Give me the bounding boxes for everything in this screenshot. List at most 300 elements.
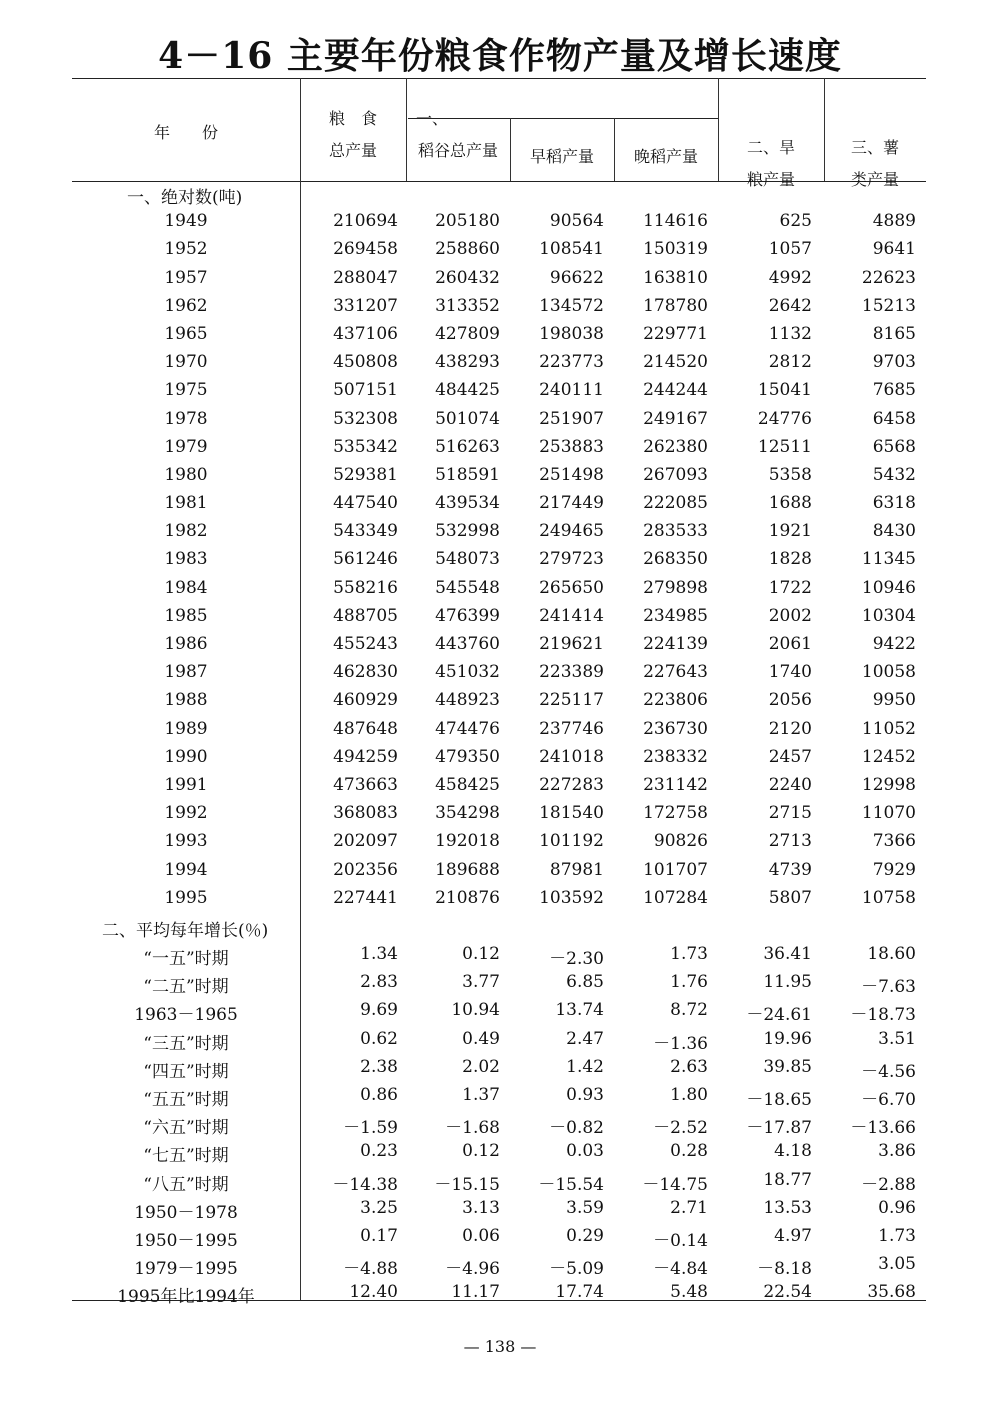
table-cell: 227283: [539, 774, 604, 795]
row-label: 1983: [164, 549, 208, 570]
table-cell: 7366: [872, 831, 916, 852]
table-cell: 237746: [539, 718, 604, 739]
table-cell: 251907: [539, 408, 604, 429]
table-cell: 90826: [653, 831, 708, 852]
table-cell: 2812: [768, 352, 812, 373]
table-cell: 3.25: [360, 1197, 398, 1218]
table-cell: 181540: [539, 803, 604, 824]
table-cell: 19.96: [763, 1028, 812, 1049]
table-cell: 0.17: [360, 1225, 398, 1246]
absolute-row: [72, 631, 926, 659]
table-cell: 1722: [768, 577, 812, 598]
table-cell: 4889: [872, 211, 916, 232]
row-label: 1989: [164, 718, 208, 739]
table-cell: 39.85: [763, 1056, 812, 1077]
table-cell: 1.42: [566, 1056, 604, 1077]
table-cell: 6458: [872, 408, 916, 429]
rice-group-rule: [408, 118, 718, 119]
growth-row: [72, 997, 926, 1025]
row-label: “六五”时期: [143, 1118, 229, 1139]
table-cell: 1828: [768, 549, 812, 570]
table-cell: 9703: [872, 352, 916, 373]
table-cell: 2715: [768, 803, 812, 824]
table-cell: 222085: [643, 493, 708, 514]
table-cell: 458425: [435, 774, 500, 795]
table-cell: 36.41: [763, 944, 812, 965]
absolute-row: [72, 828, 926, 856]
growth-row: [72, 941, 926, 969]
table-cell: 236730: [643, 718, 708, 739]
row-label: 1995年比1994年: [117, 1287, 255, 1308]
header-late-rice: 晚稻产量: [633, 147, 698, 166]
table-cell: 545548: [435, 577, 500, 598]
table-cell: －24.61: [746, 1005, 812, 1026]
table-cell: 2.47: [566, 1028, 604, 1049]
table-cell: 13.53: [763, 1197, 812, 1218]
table-cell: 10946: [861, 577, 916, 598]
row-label: 1993: [164, 831, 208, 852]
table-cell: 0.49: [462, 1028, 500, 1049]
table-cell: 15213: [861, 295, 916, 316]
table-cell: 0.12: [462, 1141, 500, 1162]
table-cell: 313352: [435, 295, 500, 316]
absolute-row: [72, 490, 926, 518]
absolute-row: [72, 265, 926, 293]
table-cell: 87981: [549, 859, 604, 880]
table-cell: 238332: [643, 746, 708, 767]
table-cell: 114616: [643, 211, 708, 232]
table-cell: 241018: [539, 746, 604, 767]
absolute-row: [72, 546, 926, 574]
table-cell: 0.29: [566, 1225, 604, 1246]
row-label: 1994: [164, 859, 208, 880]
table-cell: 2.71: [670, 1197, 708, 1218]
table-cell: 217449: [539, 493, 604, 514]
row-label: 1988: [164, 690, 208, 711]
table-cell: 0.62: [360, 1028, 398, 1049]
table-cell: 1.73: [670, 944, 708, 965]
table-cell: 10758: [861, 887, 916, 908]
table-cell: 535342: [333, 436, 398, 457]
table-cell: 543349: [333, 521, 398, 542]
growth-row: [72, 1054, 926, 1082]
table-cell: 223389: [539, 662, 604, 683]
table-cell: 108541: [539, 239, 604, 260]
table-cell: 227643: [643, 662, 708, 683]
table-cell: 448923: [435, 690, 500, 711]
table-cell: 260432: [435, 267, 500, 288]
table-cell: 501074: [435, 408, 500, 429]
table-cell: －2.30: [549, 949, 604, 970]
absolute-row: [72, 349, 926, 377]
table-cell: 8165: [872, 323, 916, 344]
table-cell: 265650: [539, 577, 604, 598]
table-cell: 443760: [435, 634, 500, 654]
row-label: 1995: [164, 887, 208, 908]
growth-row: [72, 1251, 926, 1279]
absolute-row: [72, 716, 926, 744]
header-dry-grain: 二、旱粮产量: [746, 138, 795, 189]
table-cell: 5807: [768, 887, 812, 908]
table-cell: 516263: [435, 436, 500, 457]
row-label: 1991: [164, 774, 208, 795]
table-cell: －13.66: [850, 1118, 916, 1139]
table-cell: 17.74: [555, 1282, 604, 1303]
table-cell: 8430: [872, 521, 916, 542]
table-cell: 2713: [768, 831, 812, 852]
table-cell: 251498: [539, 464, 604, 485]
table-cell: 368083: [333, 803, 398, 824]
table-cell: 484425: [435, 380, 500, 401]
table-cell: 462830: [333, 662, 398, 683]
table-cell: －1.36: [653, 1033, 708, 1054]
absolute-values-group: [72, 208, 926, 913]
table-cell: 22.54: [763, 1282, 812, 1303]
header-grain-line1: 粮 食: [328, 109, 377, 128]
table-cell: 18.77: [763, 1169, 812, 1190]
row-label: 1982: [164, 521, 208, 542]
table-cell: －15.15: [434, 1174, 500, 1195]
table-cell: 210876: [435, 887, 500, 908]
table-cell: 90564: [549, 211, 604, 232]
table-cell: 447540: [333, 493, 398, 514]
table-cell: 0.93: [566, 1085, 604, 1105]
table-cell: 2.02: [462, 1056, 500, 1077]
table-cell: 107284: [643, 887, 708, 908]
table-cell: 225117: [539, 690, 604, 711]
table-cell: －2.88: [861, 1174, 916, 1195]
table-cell: －4.96: [445, 1259, 500, 1280]
absolute-row: [72, 321, 926, 349]
section-heading-row: [72, 913, 926, 941]
absolute-row: [72, 575, 926, 603]
table-cell: －14.38: [332, 1174, 398, 1195]
table-cell: 15041: [757, 380, 812, 401]
row-label: 1978: [164, 408, 208, 429]
table-body: [72, 180, 926, 1308]
growth-rates-group: [72, 941, 926, 1307]
column-divider: [406, 78, 407, 181]
table-cell: 12998: [861, 774, 916, 795]
table-cell: 249167: [643, 408, 708, 429]
table-cell: 219621: [539, 634, 604, 654]
row-label: 1986: [164, 634, 208, 654]
table-cell: 22623: [861, 267, 916, 288]
table-cell: 3.05: [878, 1254, 916, 1275]
table-cell: －6.70: [861, 1090, 916, 1110]
header-rice-total: 稻谷总产量: [417, 141, 498, 160]
row-label: 1979－1995: [134, 1259, 238, 1280]
table-cell: 268350: [643, 549, 708, 570]
table-cell: 0.12: [462, 944, 500, 965]
data-table: [72, 78, 926, 1308]
table-cell: 3.51: [878, 1028, 916, 1049]
table-cell: 6568: [872, 436, 916, 457]
table-cell: －14.75: [642, 1174, 708, 1195]
table-cell: 2.63: [670, 1056, 708, 1077]
table-cell: 532308: [333, 408, 398, 429]
table-cell: 474476: [435, 718, 500, 739]
row-label: “五五”时期: [143, 1090, 229, 1110]
table-cell: －7.63: [861, 977, 916, 998]
table-cell: －8.18: [757, 1259, 812, 1280]
table-cell: 10.94: [451, 1000, 500, 1021]
section-heading-absolute: 一、绝对数(吨): [127, 188, 243, 208]
table-cell: 189688: [435, 859, 500, 880]
row-label: 1965: [164, 323, 208, 344]
table-cell: 11.95: [763, 972, 812, 993]
row-label: 1950－1978: [134, 1202, 238, 1223]
absolute-row: [72, 885, 926, 913]
table-cell: 101192: [539, 831, 604, 852]
table-cell: 223806: [643, 690, 708, 711]
table-cell: 437106: [333, 323, 398, 344]
absolute-row: [72, 744, 926, 772]
table-cell: 283533: [643, 521, 708, 542]
absolute-row: [72, 800, 926, 828]
table-cell: －0.14: [653, 1230, 708, 1251]
row-label: 1979: [164, 436, 208, 457]
table-cell: －0.82: [549, 1118, 604, 1139]
table-cell: 4992: [768, 267, 812, 288]
table-cell: 7685: [872, 380, 916, 401]
growth-row: [72, 1195, 926, 1223]
table-cell: 192018: [435, 831, 500, 852]
table-cell: 214520: [643, 352, 708, 373]
table-cell: 96622: [549, 267, 604, 288]
table-cell: 279723: [539, 549, 604, 570]
table-cell: 163810: [643, 267, 708, 288]
row-label: 1984: [164, 577, 208, 598]
table-cell: 11070: [861, 803, 916, 824]
row-label: 1985: [164, 605, 208, 626]
table-cell: 35.68: [867, 1282, 916, 1303]
table-cell: 10304: [861, 605, 916, 626]
table-cell: 103592: [539, 887, 604, 908]
header-grain-line2: 总产量: [328, 141, 377, 160]
table-cell: 269458: [333, 239, 398, 260]
absolute-row: [72, 687, 926, 715]
header-tubers: 三、薯类产量: [850, 138, 899, 189]
table-cell: 2056: [768, 690, 812, 711]
table-cell: 12511: [757, 436, 812, 457]
table-cell: 1.73: [878, 1225, 916, 1246]
table-cell: 231142: [643, 774, 708, 795]
table-cell: 331207: [333, 295, 398, 316]
table-cell: 476399: [435, 605, 500, 626]
table-cell: 4.97: [774, 1225, 812, 1246]
absolute-row: [72, 406, 926, 434]
table-cell: 3.86: [878, 1141, 916, 1162]
table-cell: 3.59: [566, 1197, 604, 1218]
table-cell: －1.68: [445, 1118, 500, 1139]
table-cell: 2002: [768, 605, 812, 626]
table-cell: 518591: [435, 464, 500, 485]
absolute-row: [72, 208, 926, 236]
table-cell: －15.54: [538, 1174, 604, 1195]
table-cell: 205180: [435, 211, 500, 232]
table-cell: 240111: [539, 380, 604, 401]
row-label: “三五”时期: [143, 1033, 229, 1054]
table-cell: 5358: [768, 464, 812, 485]
table-cell: 0.03: [566, 1141, 604, 1162]
table-cell: －17.87: [746, 1118, 812, 1139]
table-cell: 2.83: [360, 972, 398, 993]
table-top-rule: [72, 78, 926, 79]
table-cell: 288047: [333, 267, 398, 288]
table-cell: －18.65: [746, 1090, 812, 1110]
table-cell: 9.69: [360, 1000, 398, 1021]
row-label: 1975: [164, 380, 208, 401]
table-cell: 18.60: [867, 944, 916, 965]
table-cell: 427809: [435, 323, 500, 344]
table-cell: 11.17: [451, 1282, 500, 1303]
page-title: 4－16 主要年份粮食作物产量及增长速度: [158, 35, 842, 77]
header-early-rice: 早稻产量: [529, 147, 594, 166]
row-label: 1957: [164, 267, 208, 288]
table-cell: 101707: [643, 859, 708, 880]
absolute-row: [72, 518, 926, 546]
table-cell: 1.76: [670, 972, 708, 993]
table-cell: 548073: [435, 549, 500, 570]
table-cell: 244244: [643, 380, 708, 401]
absolute-row: [72, 462, 926, 490]
growth-row: [72, 1082, 926, 1110]
table-cell: 12.40: [349, 1282, 398, 1303]
table-cell: 532998: [435, 521, 500, 542]
absolute-row: [72, 236, 926, 264]
page-number: — 138 —: [463, 1337, 537, 1356]
table-cell: 249465: [539, 521, 604, 542]
absolute-row: [72, 659, 926, 687]
table-cell: 13.74: [555, 1000, 604, 1021]
table-cell: 10058: [861, 662, 916, 683]
row-label: 1952: [164, 239, 208, 260]
row-label: 1990: [164, 746, 208, 767]
table-cell: 258860: [435, 239, 500, 260]
table-cell: 2457: [768, 746, 812, 767]
table-cell: 1921: [768, 521, 812, 542]
table-cell: 3.77: [462, 972, 500, 993]
table-cell: 9641: [872, 239, 916, 260]
table-cell: 279898: [643, 577, 708, 598]
growth-row: [72, 1279, 926, 1307]
growth-row: [72, 1223, 926, 1251]
table-cell: 1740: [768, 662, 812, 683]
absolute-row: [72, 603, 926, 631]
table-cell: 479350: [435, 746, 500, 767]
table-cell: 473663: [333, 774, 398, 795]
absolute-row: [72, 772, 926, 800]
table-cell: 11052: [861, 718, 916, 739]
table-cell: 494259: [333, 746, 398, 767]
row-label: 1987: [164, 662, 208, 683]
row-label: “二五”时期: [143, 977, 229, 998]
growth-row: [72, 969, 926, 997]
table-cell: 625: [779, 211, 812, 232]
table-cell: 253883: [539, 436, 604, 457]
growth-row: [72, 1110, 926, 1138]
row-label: “八五”时期: [143, 1174, 229, 1195]
growth-row: [72, 1167, 926, 1195]
table-cell: 267093: [643, 464, 708, 485]
table-cell: 227441: [333, 887, 398, 908]
row-label: 1980: [164, 464, 208, 485]
row-label: 1962: [164, 295, 208, 316]
growth-row: [72, 1138, 926, 1166]
row-label: “七五”时期: [143, 1146, 229, 1167]
table-cell: 1057: [768, 239, 812, 260]
table-cell: 198038: [539, 323, 604, 344]
table-cell: 0.23: [360, 1141, 398, 1162]
table-cell: 11345: [861, 549, 916, 570]
table-cell: 12452: [861, 746, 916, 767]
table-cell: 450808: [333, 352, 398, 373]
absolute-row: [72, 857, 926, 885]
table-cell: 24776: [757, 408, 812, 429]
section-heading-row: [72, 180, 926, 208]
table-cell: 202356: [333, 859, 398, 880]
table-cell: 150319: [643, 239, 708, 260]
table-cell: 5.48: [670, 1282, 708, 1303]
table-cell: 9422: [872, 634, 916, 654]
row-label: 1981: [164, 493, 208, 514]
table-cell: 0.28: [670, 1141, 708, 1162]
table-cell: 134572: [539, 295, 604, 316]
table-cell: 507151: [333, 380, 398, 401]
table-cell: －18.73: [850, 1005, 916, 1026]
growth-row: [72, 1026, 926, 1054]
table-cell: 262380: [643, 436, 708, 457]
table-cell: 3.13: [462, 1197, 500, 1218]
table-cell: 6318: [872, 493, 916, 514]
table-cell: 451032: [435, 662, 500, 683]
table-cell: 2120: [768, 718, 812, 739]
table-cell: 438293: [435, 352, 500, 373]
row-label: 1963－1965: [134, 1005, 238, 1026]
table-cell: 2240: [768, 774, 812, 795]
table-cell: －4.84: [653, 1259, 708, 1280]
table-cell: 487648: [333, 718, 398, 739]
table-cell: 1.37: [462, 1085, 500, 1105]
table-cell: 488705: [333, 605, 398, 626]
table-cell: 178780: [643, 295, 708, 316]
table-cell: 241414: [539, 605, 604, 626]
table-cell: 8.72: [670, 1000, 708, 1021]
table-cell: 1132: [768, 323, 812, 344]
absolute-row: [72, 293, 926, 321]
table-cell: 529381: [333, 464, 398, 485]
absolute-row: [72, 434, 926, 462]
row-label: 1970: [164, 352, 208, 373]
row-label: 1950－1995: [134, 1230, 238, 1251]
table-cell: 561246: [333, 549, 398, 570]
header-rice-marker: 一、: [416, 109, 449, 128]
table-cell: 4739: [768, 859, 812, 880]
table-cell: 2642: [768, 295, 812, 316]
table-cell: 558216: [333, 577, 398, 598]
table-cell: 455243: [333, 634, 398, 654]
table-cell: 234985: [643, 605, 708, 626]
table-cell: 7929: [872, 859, 916, 880]
table-cell: 1.80: [670, 1085, 708, 1105]
row-label: 1949: [164, 211, 208, 232]
table-cell: 439534: [435, 493, 500, 514]
table-cell: －2.52: [653, 1118, 708, 1139]
table-cell: 460929: [333, 690, 398, 711]
table-cell: 0.96: [878, 1197, 916, 1218]
table-cell: 1.34: [360, 944, 398, 965]
